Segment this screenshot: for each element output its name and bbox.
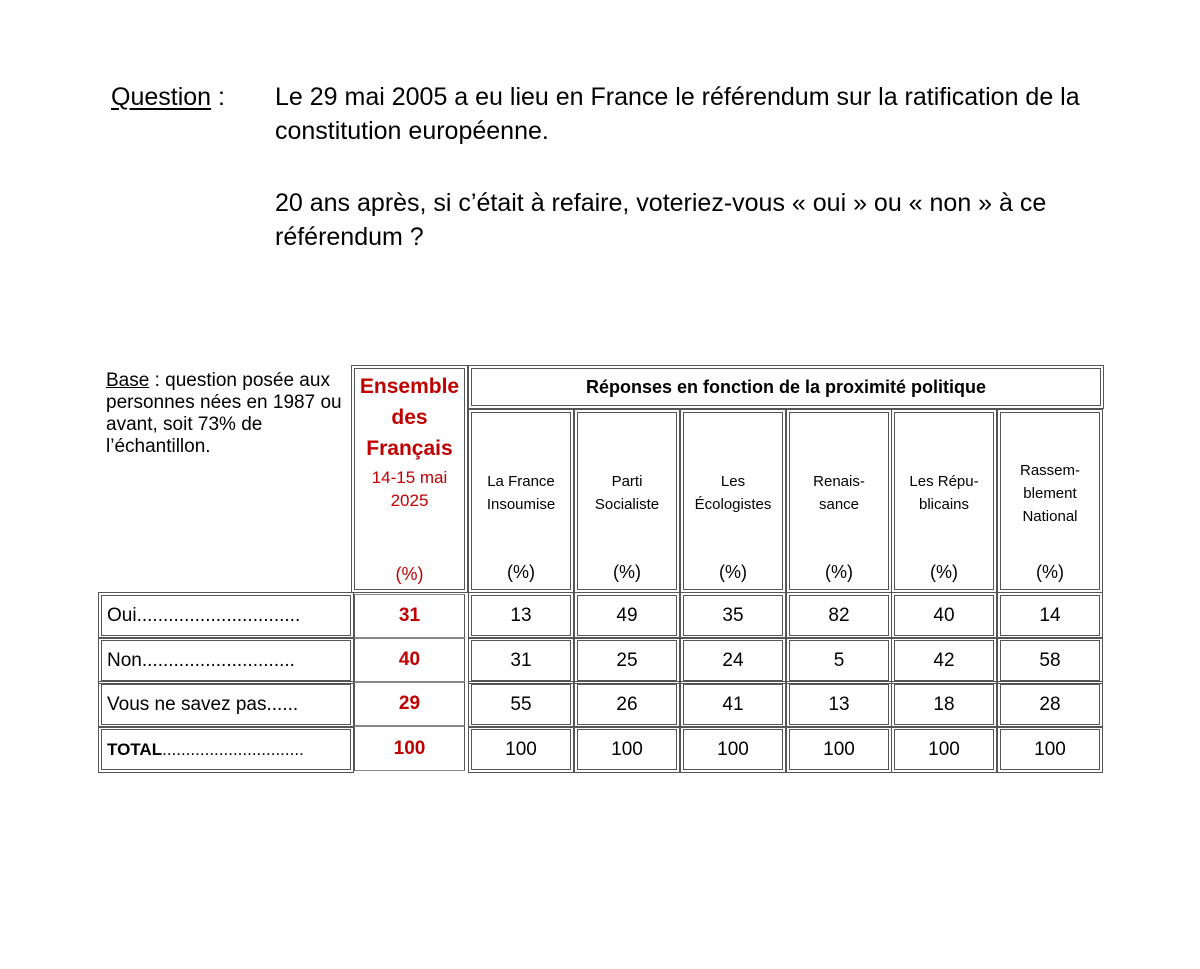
row-label-nsp <box>101 684 351 725</box>
table-cell: 100 <box>894 729 994 770</box>
question-label-word: Question <box>111 83 212 111</box>
party-name: La France Insoumise <box>486 473 556 513</box>
party-unit: (%) <box>930 562 958 582</box>
table-cell: 58 <box>1000 640 1100 681</box>
row-label-total <box>101 729 351 770</box>
party-name: Les Répu- blicains <box>909 473 979 513</box>
ensemble-unit: (%) <box>395 564 424 584</box>
table-cell: 42 <box>894 640 994 681</box>
party-unit: (%) <box>719 562 747 582</box>
ensemble-header <box>354 368 465 590</box>
table-cell: 26 <box>577 684 677 725</box>
table-cell: 13 <box>789 684 889 725</box>
table-cell: 100 <box>471 729 571 770</box>
party-name: Rassem- blement National <box>1019 461 1080 525</box>
table-cell: 41 <box>683 684 783 725</box>
table-cell: 40 <box>894 595 994 636</box>
party-header-rn <box>1000 412 1100 590</box>
party-header-republicains <box>894 412 994 590</box>
party-header-lfi <box>471 412 571 590</box>
ensemble-value: 29 <box>354 682 465 726</box>
table-cell: 100 <box>577 729 677 770</box>
party-name: Les Écologistes <box>694 473 772 513</box>
question-paragraph-2: 20 ans après, si c’était à refaire, voteriez-vous « oui » ou « non » à ce référendum ? <box>275 189 1047 251</box>
row-label-text: Vous ne savez pas <box>107 693 267 715</box>
table-cell: 18 <box>894 684 994 725</box>
table-cell: 31 <box>471 640 571 681</box>
table-cell: 49 <box>577 595 677 636</box>
row-label-text: Oui <box>107 604 137 626</box>
ensemble-value: 31 <box>354 594 465 638</box>
party-name: Renais- sance <box>813 473 865 513</box>
question-label <box>111 80 225 114</box>
table-cell: 24 <box>683 640 783 681</box>
row-label-non <box>101 640 351 681</box>
party-unit: (%) <box>613 562 641 582</box>
question-label-separator: : <box>211 83 225 111</box>
table-cell: 5 <box>789 640 889 681</box>
table-cell: 55 <box>471 684 571 725</box>
base-note <box>106 370 346 458</box>
row-label-oui <box>101 595 351 636</box>
table-cell: 14 <box>1000 595 1100 636</box>
party-header-ecologistes <box>683 412 783 590</box>
table-cell: 25 <box>577 640 677 681</box>
table-cell: 13 <box>471 595 571 636</box>
row-label-dots: ............................... <box>136 604 301 626</box>
table-cell: 100 <box>1000 729 1100 770</box>
party-header-ps <box>577 412 677 590</box>
table-cell: 100 <box>683 729 783 770</box>
table-cell: 82 <box>789 595 889 636</box>
row-label-dots: .............................. <box>162 739 304 759</box>
row-label-text: TOTAL <box>107 739 163 759</box>
party-unit: (%) <box>507 562 535 582</box>
question-block <box>0 0 1200 300</box>
base-note-label: Base <box>106 370 150 391</box>
row-label-text: Non <box>107 649 142 671</box>
table-cell: 28 <box>1000 684 1100 725</box>
party-unit: (%) <box>1036 562 1064 582</box>
party-header-renaissance <box>789 412 889 590</box>
party-name: Parti Socialiste <box>594 473 660 513</box>
row-label-dots: ...... <box>266 693 299 715</box>
ensemble-value: 100 <box>354 726 465 771</box>
table-cell: 35 <box>683 595 783 636</box>
question-paragraph-1: Le 29 mai 2005 a eu lieu en France le référendum sur la ratification de la constitution européenne. <box>275 83 1080 145</box>
ensemble-title: Ensemble des Français <box>359 375 460 460</box>
ensemble-date: 14-15 mai 2025 <box>371 468 448 510</box>
ensemble-value: 40 <box>354 638 465 682</box>
base-note-text: : question posée aux personnes nées en 1987 ou avant, soit 73% de l’échantillon. <box>106 370 342 457</box>
row-label-dots: ............................. <box>141 649 295 671</box>
proximity-header: Réponses en fonction de la proximité politique <box>471 368 1101 406</box>
party-unit: (%) <box>825 562 853 582</box>
table-cell: 100 <box>789 729 889 770</box>
